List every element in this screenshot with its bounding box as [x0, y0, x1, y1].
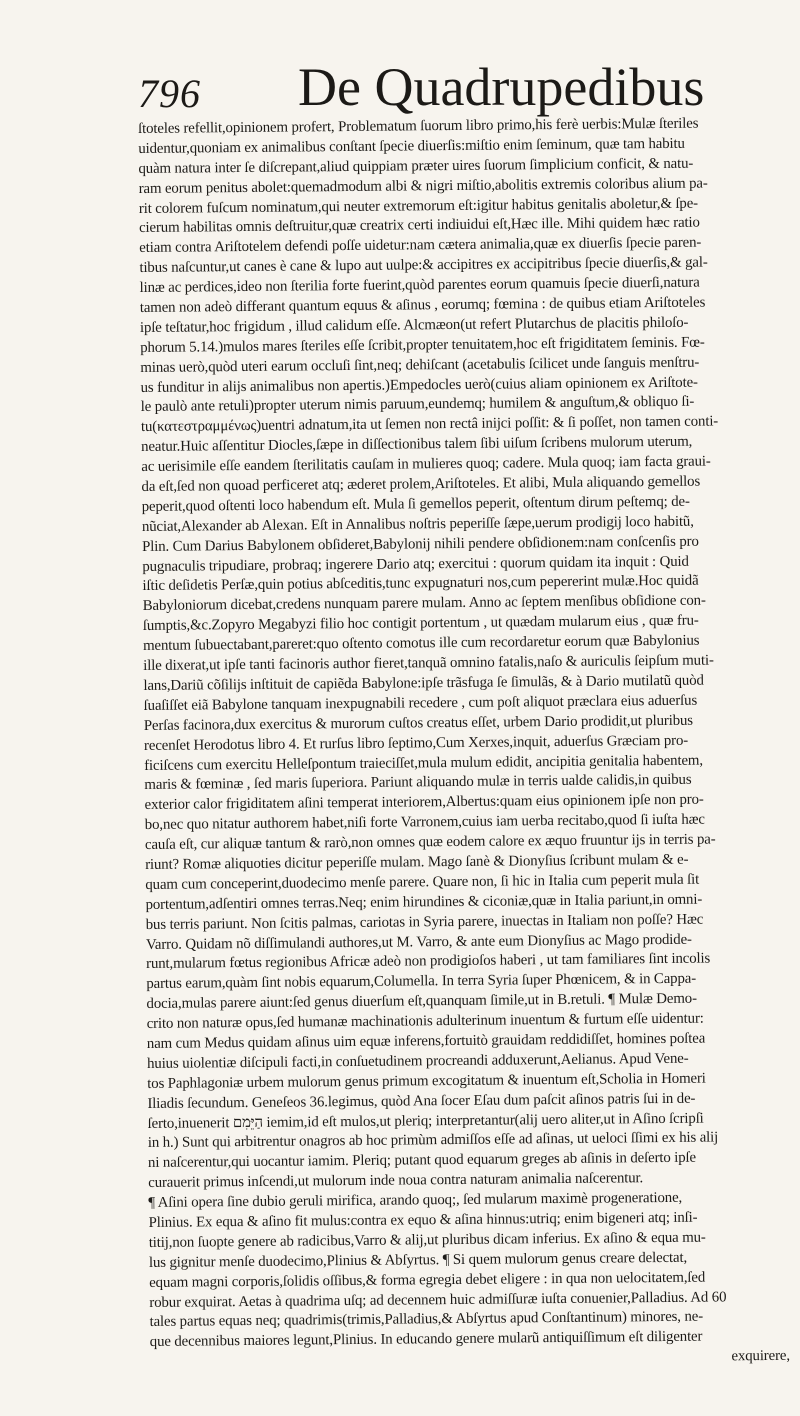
text-line: Plinius. Ex equa & aſino fit mulus:contra ex equo & aſina hinnus:utriq; enim bigeneri atq; inſi-: [148, 1209, 698, 1231]
text-line: peperit,quod oſtenti loco habendum eſt. Mula ſi gemellos peperit, oſtentum dirum peſtemq; de-: [141, 493, 690, 515]
text-line: lus gignitur menſe duodecimo,Plinius & Abſyrtus. ¶ Si quem mulorum genus creare delectat,: [148, 1249, 688, 1271]
text-line: neatur.Huic aſſentitur Diocles,ſæpe in diſſectionibus talem ſibi uiſum ſcribens mulorum uterum,: [141, 433, 693, 456]
text-line: ſerto,inuenerit הַיֵּמִם iemim,id eſt mulos,ut pleriq; interpretantur(alij uero aliter,ut in Aſino ſcripſi: [147, 1110, 704, 1132]
page-number: 796: [138, 71, 201, 116]
running-head-title: De Quadrupedibus: [298, 57, 705, 117]
text-line: rit colorem fuſcum nominatum,qui neuter extremorum eſt:igitur habitus genitalis aboletur,& ſpe-: [138, 195, 699, 217]
text-line: ſumptis,&c.Zopyro Megabyzi filio hoc contigit portentum , ut quædam mularum eius , quæ fru-: [142, 612, 699, 635]
text-line: uidentur,quoniam ex animalibus conſtant ſpecie diuerſis:miſtio enim ſeminum, quæ tam habitu: [138, 135, 685, 157]
text-line: bus terris pariunt. Non ſcitis palmas, cariotas in Syria parere, inuectas in Italiam non poſſe? Hæc: [145, 911, 704, 933]
text-line: in h.) Sunt qui arbitrentur onagros ab hoc primùm admiſſos eſſe ad aſinas, ut ueloci ſſimi ex his alij: [147, 1129, 719, 1152]
body-text: [138, 114, 800, 1373]
text-line: ni naſcerentur,qui uocantur iamim. Pleriq; putant quod equarum greges ab aſinis in deſerto ipſe: [147, 1150, 697, 1172]
text-line: Plin. Cum Darius Babylonem obſideret,Babylonij nihili pendere obſidionem:nam conſcenſis pro: [142, 533, 699, 555]
text-line: Babyloniorum dicebat,credens nunquam parere mulam. Anno ac ſeptem menſibus obſidione con-: [142, 592, 706, 615]
text-line: da eſt,ſed non quoad perficeret atq; æderet prolem,Ariſtoteles. Et alibi, Mula aliquando gemellos: [141, 473, 701, 496]
page-header: [138, 50, 778, 120]
text-line: exterior calor frigiditatem aſini temperat interiorem,Albertus:quam eius opinionem ipſe non pro-: [144, 791, 704, 814]
text-line: riunt? Romæ aliquoties dicitur peperiſſe mulam. Mago ſanè & Dionyſius ſcribunt mulam & e-: [145, 851, 689, 873]
text-line: nam cum Medus quidam aſinus uim equæ inferens,fortuitò grauidam reddidiſſet, homines poſtea: [146, 1030, 706, 1052]
text-line: quàm natura inter ſe diſcrepant,aliud quippiam præter uires ſuorum ſimplicium conficit, & natu-: [138, 155, 694, 177]
text-line: le paulò ante retuli)propter uterum nimis paruum,eundemq; humilem & anguſtum,& obliquo ſi-: [140, 394, 695, 416]
text-line: ſuaſiſſet eiã Babylone tanquam inexpugnabili recedere , cum poſt aliquot præclara eius aduerſus: [143, 692, 698, 714]
text-line: Varro. Quidam nõ diſſimulandi authores,ut M. Varro, & ante eum Dionyſius ac Mago prodide-: [145, 931, 692, 953]
text-line: ram eorum penitus abolet:quemadmodum albi & nigri miſtio,abolitis extremis coloribus alium pa-: [138, 175, 708, 197]
text-line: us funditur in alijs animalibus non apertis.)Empedocles uerò(cuius aliam opinionem ex Ariſtote-: [140, 374, 698, 396]
text-line: bo,nec quo nitatur authorem habet,niſi forte Varronem,cuius iam uerba recitabo,quod ſi iuſta hæc: [144, 811, 705, 834]
text-line: quam cum conceperint,duodecimo menſe parere. Quare non, ſi hic in Italia cum peperit mula ſit: [145, 871, 700, 893]
text-line: etiam contra Ariſtotelem defendi poſſe uidetur:nam cætera animalia,quæ ex diuerſis ſpecie paren-: [139, 234, 702, 257]
text-line: huius uiolentiæ diſcipuli facti,in conſuetudinem procreandi adduxerunt,Aelianus. Apud Vene-: [146, 1050, 689, 1072]
text-line: tales partus equas neq; quadrimis(trimis,Palladius,& Abſyrtus apud Conſtantinum) minores, ne-: [149, 1309, 704, 1331]
text-line: Iliadis ſecundum. Geneſeos 36.legimus, quòd Ana ſocer Eſau dum paſcit aſinos patris ſui in de-: [147, 1090, 696, 1112]
text-line: ficiſcens cum exercitu Helleſpontum traieciſſet,mula mulum edidit, ancipitia genitalia habentem,: [144, 752, 703, 774]
text-line: Perſas facinora,dux exercitus & murorum cuſtos creatus eſſet, urbem Dario prodidit,ut pluribus: [143, 712, 693, 734]
text-line: iſtic deſidetis Perſæ,quin potius abſceditis,tunc expugnaturi nos,cum pepererint mulæ.Hoc quidã: [142, 573, 699, 595]
text-line: ac uerisimile eſſe eandem ſterilitatis cauſam in mulieres quoq; cadere. Mula quoq; iam facta graui-: [141, 453, 711, 476]
text-line: ille dixerat,ut ipſe tanti facinoris author fieret,tanquã omnino fatalis,naſo & auriculis ſeipſum muti-: [143, 652, 714, 675]
text-line: minas uerò,quòd uteri earum occluſi ſint,neq; dehiſcant (acetabulis ſcilicet unde ſanguis menſtru-: [140, 354, 700, 376]
text-line: phorum 5.14.)mulos mares ſteriles eſſe ſcribit,propter tenuitatem,hoc eſt frigiditatem ſeminis. Fœ-: [140, 334, 705, 356]
text-line: maris & fœminæ , ſed maris ſuperiora. Pariunt aliquando mulæ in terris ualde calidis,in quibus: [144, 772, 692, 794]
text-line: titij,non ſuopte genere ab radicibus,Varro & alij,ut pluribus dicam inferius. Ex aſino & equa mu-: [148, 1229, 706, 1251]
text-line: crito non naturæ opus,ſed humanæ machinationis adulterinum inuentum & furtum eſſe uidentur:: [146, 1010, 704, 1033]
text-line: exquirere,: [731, 1348, 790, 1365]
text-line: tamen non adeò differant quantum equus & aſinus , eorumq; fœmina : de quibus etiam Ariſtoteles: [139, 294, 706, 317]
text-line: cauſa eſt, cur aliquæ tantum & rarò,non omnes quæ eodem calore ex æquo fruuntur ijs in terris pa-: [144, 831, 716, 854]
text-line: pugnaculis tripudiare, probraq; ingerere Dario atq; exercitui : quorum quidam ita inquit : Quid: [142, 553, 689, 575]
text-line: tibus naſcuntur,ut canes è cane & lupo aut uulpe:& accipitres ex accipitribus ſpecie diuerſis,& gal-: [139, 254, 708, 277]
text-line: docia,mulas parere aiunt:ſed genus diuerſum eſt,quanquam ſimile,ut in B.retuli. ¶ Mulæ Demo-: [146, 990, 697, 1013]
text-line: curauerit primus inſcendi,ut mulorum inde noua contra naturam animalia naſcerentur.: [148, 1170, 644, 1192]
text-line: cierum habilitas omnis deſtruitur,quæ creatrix certi indiuidui eſt,Hæc ille. Mihi quidem hæc ratio: [138, 215, 700, 237]
text-line: robur exquirat. Aetas à quadrima uſq; ad decennem huic admiſſuræ iuſta conuenier,Palladius. Ad 60: [149, 1288, 727, 1311]
text-line: recenſet Herodotus libro 4. Et rurſus libro ſeptimo,Cum Xerxes,inquit, aduerſus Græciam pro-: [143, 732, 689, 754]
text-line: tos Paphlagoniæ urbem mulorum genus primum excogitatum & inuentum eſt,Scholia in Homeri: [147, 1070, 706, 1092]
text-line: mentum ſubuectabant,pareret:quo oſtento comotus ille cum recordaretur eorum quæ Babylonius: [142, 632, 700, 655]
text-line: que decennibus maiores legunt,Plinius. In educando genere mularũ antiquiſſimum eſt diligenter: [149, 1328, 703, 1351]
text-line: lans,Dariũ cõſilijs inſtituit de capiẽda Babylone:ipſe trãsfuga ſe ſimulãs, & à Dario mutilatũ quòd: [143, 672, 704, 694]
text-line: ipſe teſtatur,hoc frigidum , illud calidum eſſe. Alcmæon(ut refert Plutarchus de placitis philoſo-: [139, 314, 689, 336]
text-line: ¶ Aſini opera ſine dubio geruli mirifica, arando quoq;, ſed mularum maximè progeneratione,: [148, 1189, 683, 1212]
text-line: partus earum,quàm ſint nobis equarum,Columella. In terra Syria ſuper Phœnicem, & in Cappa-: [146, 970, 697, 993]
text-line: ſtoteles refellit,opinionem profert, Problematum ſuorum libro primo,his ferè uerbis:Mulæ ſteriles: [138, 115, 699, 137]
text-line: linæ ac perdices,ideo non ſterilia forte fuerint,quòd parentes eorum quamuis ſpecie diuerſi,natura: [139, 274, 700, 297]
text-line: tu(κατεστραμμένως)uentri adnatum,ita ut ſemen non rectâ inijci poſſit: & ſi poſſet, non tamen conti-: [140, 413, 719, 436]
text-line: runt,mularum fœtus regionibus Africæ adeò non prodigioſos haberi , ut tam familiares ſint incolis: [146, 950, 711, 973]
text-line: nũciat,Alexander ab Alexan. Eſt in Annalibus noſtris peperiſſe ſæpe,uerum prodigij loco habitũ,: [141, 513, 694, 535]
text-line: equam magni corporis,ſolidis oſſibus,& forma egregia debet eligere : in qua non uelocitatem,ſed: [149, 1269, 706, 1291]
text-line: portentum,adſentiri omnes terras.Neq; enim hirundines & ciconiæ,quæ in Italia pariunt,in omni-: [145, 891, 703, 913]
